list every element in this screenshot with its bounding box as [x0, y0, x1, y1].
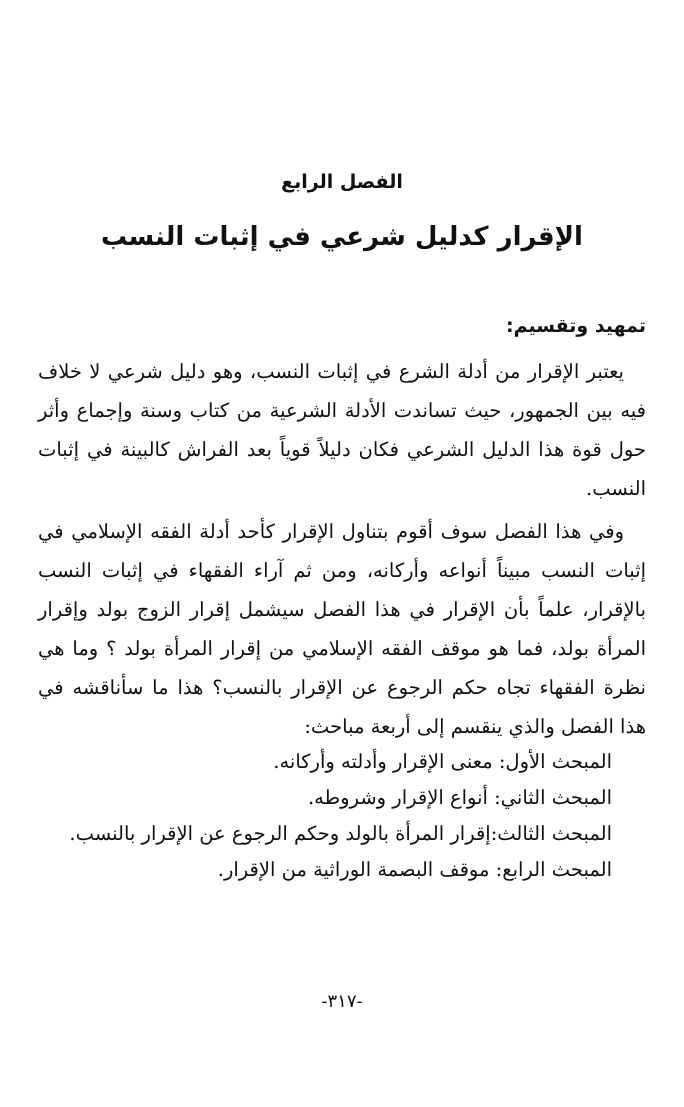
paragraph-chapter-plan: [38, 512, 646, 746]
section-heading: تمهيد وتقسيم:: [506, 315, 646, 337]
paragraph-chapter-plan-text: وفي هذا الفصل سوف أقوم بتناول الإقرار كأحد أدلة الفقه الإسلامي في إثبات النسب مبيناً أنواعه وأركانه، ومن ثم آراء الفقهاء في إثبات النسب بالإقرار، علماً بأن الإقرار في هذا الفصل سيشمل إقرار الزوج بولد وإقرار المرأة بولد، فما هو موقف الفقه الإسلامي من إقرار المرأة بولد ؟ وما هي نظرة الفقهاء تجاه حكم الرجوع عن الإقرار بالنسب؟ هذا ما سأناقشه في هذا الفصل والذي ينقسم إلى أربعة مباحث:: [38, 520, 646, 738]
topic-item-1: المبحث الأول: معنى الإقرار وأدلته وأركانه.: [273, 750, 612, 773]
topic-item-2: المبحث الثاني: أنواع الإقرار وشروطه.: [307, 786, 612, 809]
chapter-label: الفصل الرابع: [281, 171, 403, 193]
page-number: -٣١٧-: [321, 991, 363, 1012]
paragraph-intro: [38, 352, 646, 508]
topics-list: [32, 744, 612, 888]
topic-item-4: المبحث الرابع: موقف البصمة الوراثية من الإقرار.: [217, 858, 612, 881]
topic-item-3: المبحث الثالث:إقرار المرأة بالولد وحكم الرجوع عن الإقرار بالنسب.: [69, 822, 612, 845]
chapter-title: الإقرار كدليل شرعي في إثبات النسب: [101, 222, 583, 252]
paragraph-intro-text: يعتبر الإقرار من أدلة الشرع في إثبات النسب، وهو دليل شرعي لا خلاف فيه بين الجمهور، حيث تساندت الأدلة الشرعية من كتاب وسنة وإجماع وأثر حول قوة هذا الدليل الشرعي فكان دليلاً قوياً بعد الفراش كالبينة في إثبات النسب.: [38, 360, 646, 500]
